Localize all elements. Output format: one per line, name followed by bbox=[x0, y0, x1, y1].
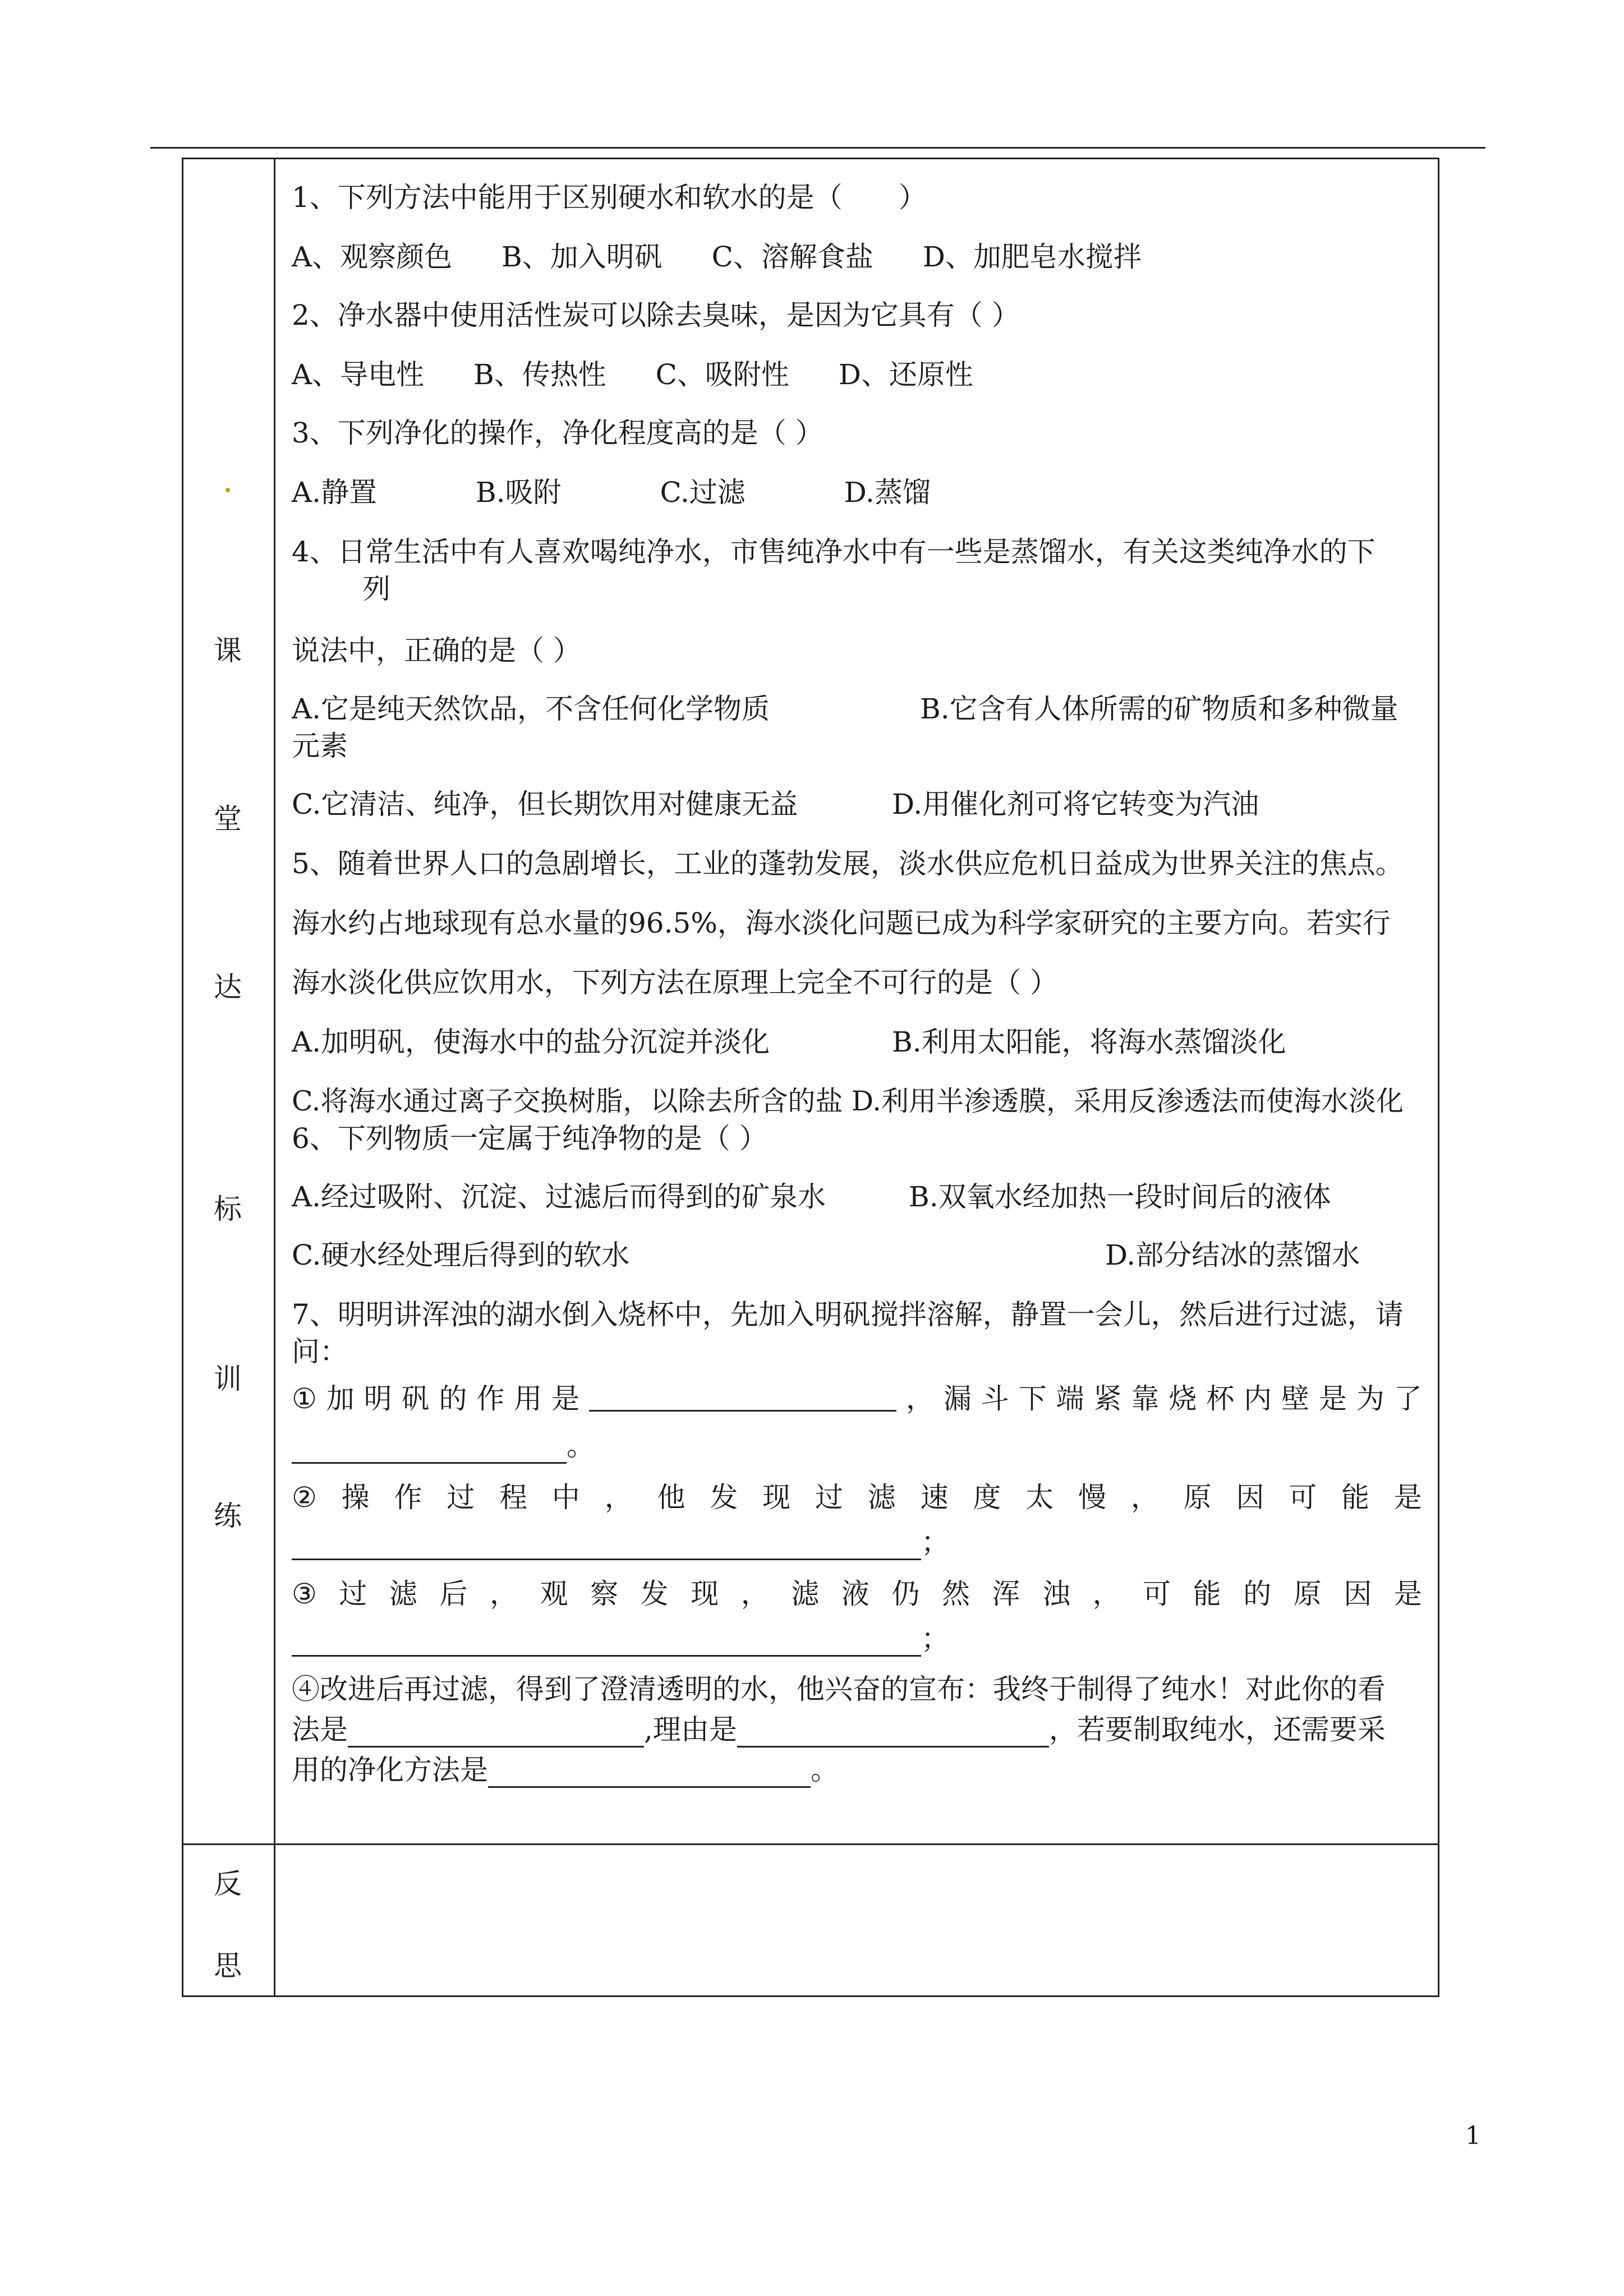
question-7-sub1: ① 加 明 矾 的 作 用 是 ， 漏 斗 下 端 紧 靠 烧 杯 内 壁 是 为 了 bbox=[292, 1381, 1422, 1417]
table-column-divider bbox=[274, 158, 275, 1997]
question-4-option-a: A.它是纯天然饮品，不含任何化学物质 bbox=[292, 693, 770, 725]
table-row-divider bbox=[182, 1843, 1439, 1845]
decorative-dot bbox=[226, 488, 230, 492]
answer-blank[interactable] bbox=[348, 1717, 644, 1748]
question-4-stem-line: 说法中，正确的是（ ） bbox=[292, 634, 581, 667]
question-4-option-c: C.它清洁、纯净，但长期饮用对健康无益 bbox=[292, 788, 798, 820]
side-label: 练 bbox=[214, 1500, 242, 1532]
answer-blank[interactable] bbox=[589, 1381, 896, 1412]
question-6-option-b: B.双氧水经加热一段时间后的液体 bbox=[909, 1181, 1331, 1213]
question-4-option-b: B.它含有人体所需的矿物质和多种微量 bbox=[920, 693, 1398, 725]
question-3-stem: 3、下列净化的操作，净化程度高的是（ ） bbox=[292, 417, 823, 449]
question-7-stem-line: 问： bbox=[292, 1335, 348, 1368]
question-6-option-c: C.硬水经处理后得到的软水 bbox=[292, 1239, 630, 1271]
option-a: A、观察颜色 bbox=[292, 241, 453, 273]
option-b: B、加入明矾 bbox=[502, 241, 663, 273]
question-5-option-a: A.加明矾，使海水中的盐分沉淀并淡化 bbox=[292, 1026, 770, 1058]
question-3-options bbox=[292, 474, 931, 510]
question-1-stem: 1、下列方法中能用于区别硬水和软水的是（ ） bbox=[292, 181, 927, 214]
question-5-stem-line: 海水约占地球现有总水量的96.5%，海水淡化问题已成为科学家研究的主要方向。若实行 bbox=[292, 907, 1391, 939]
option-d: D、还原性 bbox=[838, 358, 973, 391]
question-7-sub4-line: 法是 ,理由是 ，若要制取纯水，还需要采 bbox=[292, 1712, 1386, 1748]
question-6-option-d: D.部分结冰的蒸馏水 bbox=[1105, 1239, 1360, 1271]
option-b: B、传热性 bbox=[473, 358, 606, 391]
answer-blank[interactable] bbox=[292, 1529, 921, 1560]
answer-blank[interactable] bbox=[737, 1717, 1049, 1748]
question-5-stem-line: 海水淡化供应饮用水，下列方法在原理上完全不可行的是（ ） bbox=[292, 966, 1058, 999]
side-label: 达 bbox=[214, 971, 242, 1003]
page-number: 1 bbox=[1465, 2122, 1481, 2150]
question-4-stem-line: 4、日常生活中有人喜欢喝纯净水，市售纯净水中有一些是蒸馏水，有关这类纯净水的下 bbox=[292, 536, 1375, 568]
question-4-option-b-cont: 元素 bbox=[292, 730, 348, 762]
side-label: 堂 bbox=[214, 803, 242, 835]
answer-blank[interactable] bbox=[292, 1433, 567, 1464]
question-6-stem: 6、下列物质一定属于纯净物的是（ ） bbox=[292, 1122, 767, 1155]
question-5-option-cd: C.将海水通过离子交换树脂，以除去所含的盐 D.利用半渗透膜，采用反渗透法而使海水淡化 bbox=[292, 1085, 1404, 1117]
question-7-sub2: ② 操 作 过 程 中 ， 他 发 现 过 滤 速 度 太 慢 ， 原 因 可 能 是 bbox=[292, 1481, 1422, 1514]
question-4-stem-line: 列 bbox=[362, 573, 390, 605]
side-label: 标 bbox=[214, 1193, 242, 1225]
option-a: A、导电性 bbox=[292, 358, 425, 391]
question-5-option-b: B.利用太阳能，将海水蒸馏淡化 bbox=[892, 1026, 1286, 1058]
answer-blank[interactable] bbox=[292, 1626, 921, 1657]
question-4-option-d: D.用催化剂可将它转变为汽油 bbox=[892, 788, 1259, 820]
question-2-stem: 2、净水器中使用活性炭可以除去臭味，是因为它具有（ ） bbox=[292, 299, 1020, 331]
option-d: D.蒸馏 bbox=[844, 476, 931, 509]
question-6-option-a: A.经过吸附、沉淀、过滤后而得到的矿泉水 bbox=[292, 1181, 826, 1213]
question-5-stem-line: 5、随着世界人口的急剧增长，工业的蓬勃发展，淡水供应危机日益成为世界关注的焦点。 bbox=[292, 847, 1404, 880]
option-c: C.过滤 bbox=[660, 476, 746, 509]
question-7-sub4-line: ④改进后再过滤，得到了澄清透明的水，他兴奋的宣布：我终于制得了纯水！对此你的看 bbox=[292, 1673, 1386, 1705]
option-b: B.吸附 bbox=[475, 476, 562, 509]
answer-blank[interactable] bbox=[488, 1757, 811, 1788]
question-1-options bbox=[292, 239, 1142, 275]
side-label: 思 bbox=[214, 1949, 242, 1982]
question-2-options bbox=[292, 357, 973, 393]
question-7-sub2-cont: ； bbox=[292, 1524, 949, 1560]
header-rule bbox=[150, 147, 1485, 149]
question-7-stem-line: 7、明明讲浑浊的湖水倒入烧杯中，先加入明矾搅拌溶解，静置一会儿，然后进行过滤，请 bbox=[292, 1298, 1404, 1331]
side-label: 课 bbox=[214, 634, 242, 667]
side-label: 训 bbox=[214, 1363, 242, 1395]
option-c: C、吸附性 bbox=[655, 358, 789, 391]
option-c: C、溶解食盐 bbox=[711, 241, 873, 273]
option-a: A.静置 bbox=[292, 476, 378, 509]
option-d: D、加肥皂水搅拌 bbox=[922, 241, 1142, 273]
question-7-sub3: ③ 过 滤 后 ， 观 察 发 现 ， 滤 液 仍 然 浑 浊 ， 可 能 的 原 因 是 bbox=[292, 1578, 1422, 1610]
side-label: 反 bbox=[214, 1868, 242, 1900]
question-7-sub4-line: 用的净化方法是 。 bbox=[292, 1752, 839, 1788]
question-7-sub1-cont: 。 bbox=[292, 1428, 595, 1464]
question-7-sub3-cont: ； bbox=[292, 1621, 949, 1657]
